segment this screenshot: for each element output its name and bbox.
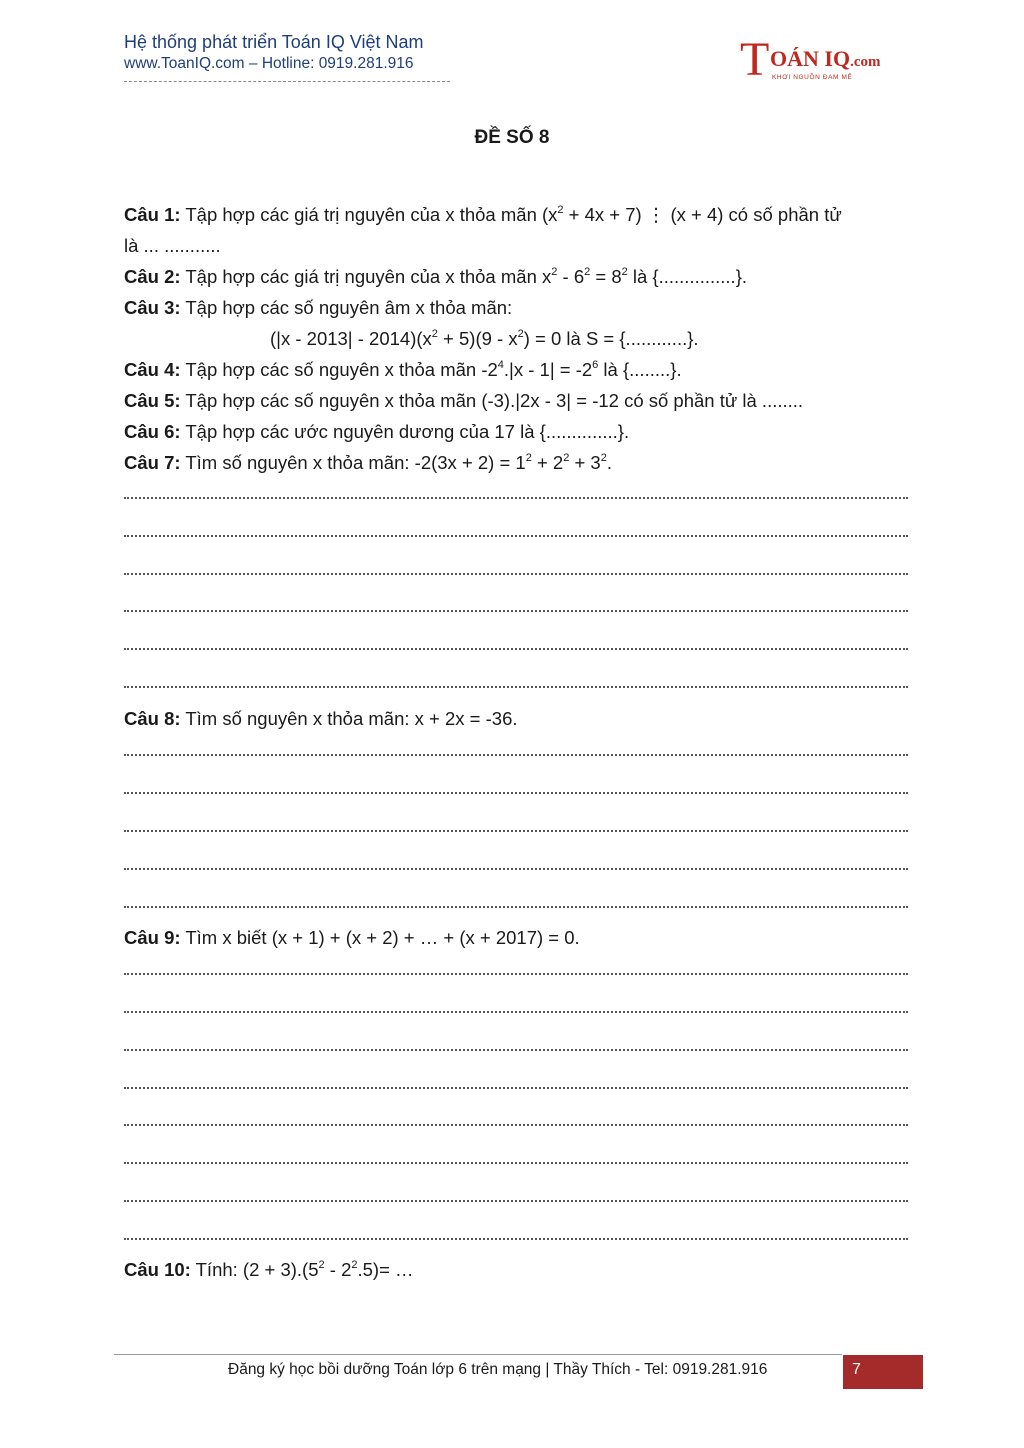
footer-text: Đăng ký học bồi dưỡng Toán lớp 6 trên mạng | Thầy Thích - Tel: 0919.281.916 (228, 1361, 768, 1378)
answer-line[interactable] (124, 868, 908, 870)
header (124, 30, 424, 74)
answer-line[interactable] (124, 686, 908, 688)
answer-line[interactable] (124, 754, 908, 756)
answer-line[interactable] (124, 1049, 908, 1051)
question-1: Câu 1: Tập hợp các giá trị nguyên của x thỏa mãn $(x^2 + 4x + 7)$ ⋮ (x + 4) có số phần tử (124, 204, 842, 225)
answer-line[interactable] (124, 1011, 908, 1013)
answer-line[interactable] (124, 573, 908, 575)
answer-line[interactable] (124, 1238, 908, 1240)
logo-text: OÁN IQ.com (770, 46, 881, 71)
question-label: Câu 9: (124, 927, 181, 948)
question-3: Câu 3: Tập hợp các số nguyên âm x thỏa mãn: (124, 297, 513, 318)
question-1-continued: là ... ........... (124, 235, 221, 256)
question-8: Câu 8: Tìm số nguyên x thỏa mãn: x + 2x = -36. (124, 708, 518, 729)
question-label: Câu 3: (124, 297, 181, 318)
answer-line[interactable] (124, 1124, 908, 1126)
answer-line[interactable] (124, 610, 908, 612)
logo (740, 33, 900, 88)
question-label: Câu 4: (124, 359, 181, 380)
answer-line[interactable] (124, 535, 908, 537)
question-label: Câu 10: (124, 1259, 191, 1280)
footer-divider (114, 1354, 842, 1355)
header-divider (124, 81, 450, 82)
question-label: Câu 1: (124, 204, 181, 225)
answer-line[interactable] (124, 1162, 908, 1164)
question-9: Câu 9: Tìm x biết (x + 1) + (x + 2) + … + (x + 2017) = 0. (124, 927, 580, 948)
question-label: Câu 7: (124, 452, 181, 473)
answer-line[interactable] (124, 906, 908, 908)
question-10: Câu 10: Tính: $(2 + 3).(5^2 - 2^2.5)=$ … (124, 1259, 414, 1280)
question-label: Câu 8: (124, 708, 181, 729)
page-number: 7 (852, 1361, 861, 1378)
header-contact: www.ToanIQ.com – Hotline: 0919.281.916 (124, 55, 414, 72)
question-3-equation: $(|x - 2013| - 2014)(x^2 + 5)(9 - x^2) = 0$ là S = {............}. (270, 328, 699, 349)
question-4: Câu 4: Tập hợp các số nguyên x thỏa mãn $-2^4.|x - 1| = -2^6$ là {........}. (124, 359, 682, 380)
answer-line[interactable] (124, 792, 908, 794)
answer-line[interactable] (124, 1087, 908, 1089)
logo-initial: T (740, 33, 770, 86)
answer-line[interactable] (124, 648, 908, 650)
page-title: ĐỀ SỐ 8 (474, 127, 550, 148)
question-5: Câu 5: Tập hợp các số nguyên x thỏa mãn (-3).|2x - 3| = -12 có số phần tử là ........ (124, 390, 804, 411)
header-org-name: Hệ thống phát triển Toán IQ Việt Nam (124, 32, 424, 52)
logo-tagline: KHƠI NGUỒN ĐAM MÊ (772, 74, 853, 81)
question-label: Câu 5: (124, 390, 181, 411)
question-7: Câu 7: Tìm số nguyên x thỏa mãn: $-2(3x + 2) = 1^2 + 2^2 + 3^2$. (124, 452, 612, 473)
question-2: Câu 2: Tập hợp các giá trị nguyên của x thỏa mãn $x^2 - 6^2 = 8^2$ là {...............}. (124, 266, 748, 287)
answer-line[interactable] (124, 830, 908, 832)
question-label: Câu 2: (124, 266, 181, 287)
answer-line[interactable] (124, 973, 908, 975)
answer-line[interactable] (124, 1200, 908, 1202)
answer-line[interactable] (124, 497, 908, 499)
question-label: Câu 6: (124, 421, 181, 442)
question-6: Câu 6: Tập hợp các ước nguyên dương của 17 là {..............}. (124, 421, 630, 442)
